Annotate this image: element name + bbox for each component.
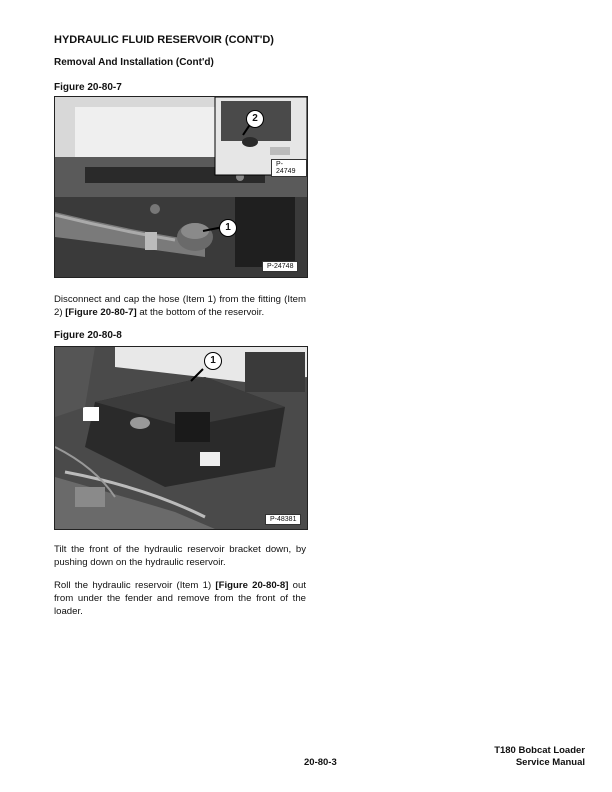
figure-label: Figure 20-80-8	[54, 330, 122, 341]
figure-photo-reservoir-hose	[54, 96, 308, 278]
instruction-paragraph-roll	[54, 579, 306, 618]
paragraph-text: out from under the fender and remove from the front of the loader.	[54, 580, 306, 617]
inset-photo-id: P-24749	[271, 159, 307, 177]
photo-id: P-48381	[265, 514, 301, 525]
photo-id: P-24748	[262, 261, 298, 272]
callout-item-1: 1	[219, 219, 237, 237]
callout-item-1: 1	[204, 352, 222, 370]
manual-title-line2: Service Manual	[515, 757, 585, 768]
manual-title	[494, 745, 585, 769]
instruction-paragraph-tilt: Tilt the front of the hydraulic reservoir bracket down, by pushing down on the hydraulic reservoir.	[54, 544, 306, 568]
figure-photo-reservoir-removal	[54, 346, 308, 530]
figure-reference: [Figure 20-80-8]	[215, 580, 289, 591]
figure-label: Figure 20-80-7	[54, 82, 122, 93]
paragraph-text: Disconnect and cap the hose (Item 1) from the fitting (Item 2)	[54, 294, 306, 318]
callout-item-2: 2	[246, 110, 264, 128]
manual-title-line1: T180 Bobcat Loader	[494, 745, 585, 756]
page-number: 20-80-3	[304, 757, 337, 768]
paragraph-text: at the bottom of the reservoir.	[136, 307, 265, 318]
instruction-paragraph-disconnect	[54, 293, 306, 319]
paragraph-text: Roll the hydraulic reservoir (Item 1)	[54, 580, 216, 591]
figure-reference: [Figure 20-80-7]	[65, 307, 137, 318]
section-subtitle: Removal And Installation (Cont'd)	[54, 57, 214, 68]
section-title: HYDRAULIC FLUID RESERVOIR (CONT'D)	[54, 34, 274, 46]
